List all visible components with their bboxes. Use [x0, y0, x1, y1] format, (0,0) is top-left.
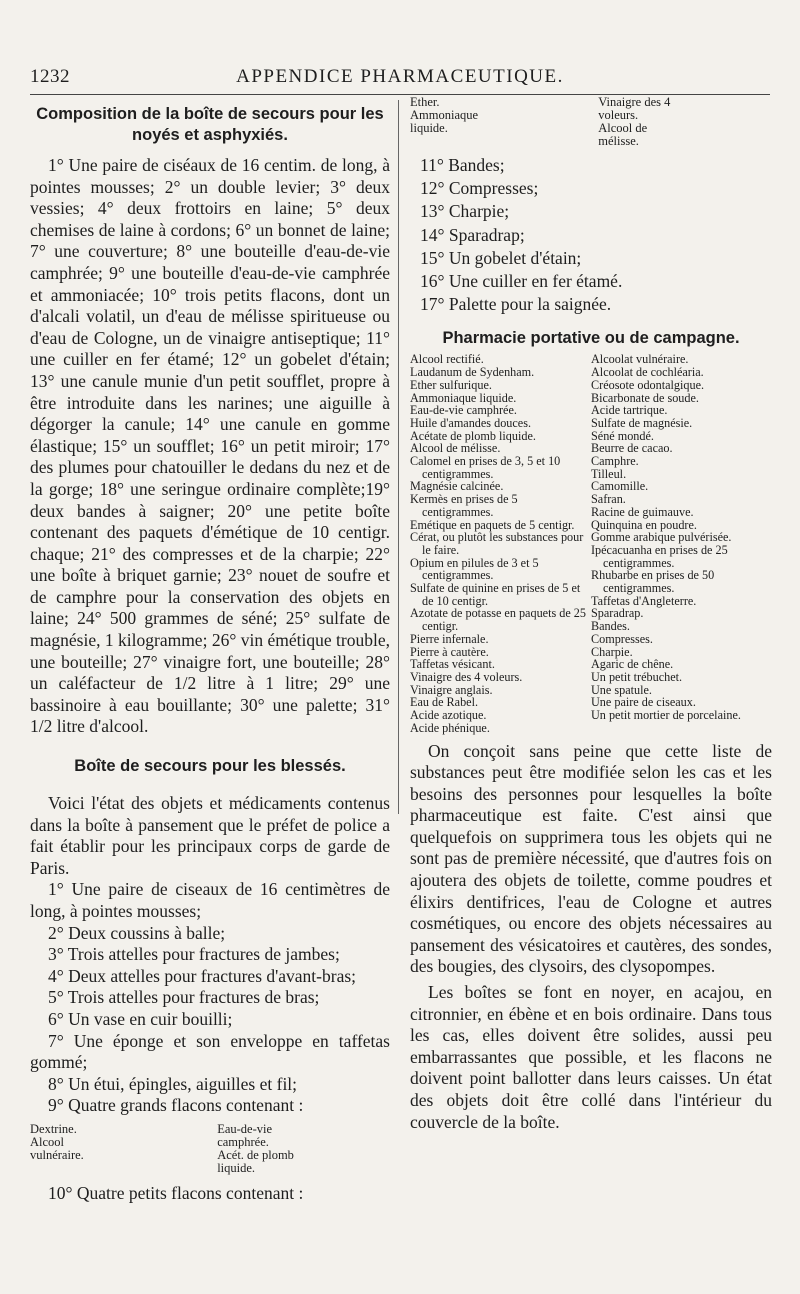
- page-header: [30, 66, 770, 90]
- list-item: Gomme arabique pulvérisée.: [591, 530, 732, 545]
- paragraph-modification: On conçoit sans peine que cette liste de substances peut être modifiée selon les cas et les besoins des personnes pour lesquelles la boîte pharmaceutique est faite. C'est ainsi que quelquefois on supprimera tous les objets qui ne sont pas de première nécessité, que d'autres fois on ajoutera des objets de toilette, comme poudres et élixirs dentifrices, l'eau de Cologne et autres cosmétiques, ou encore des objets nécessaires au pansement des vésicatoires et cautères, des sondes, des bougies, des clysoirs, des clysopompes.: [410, 740, 772, 977]
- list-item: Sulfate de magnésie.: [591, 415, 693, 430]
- blesses-list: [30, 879, 390, 1117]
- running-title: APPENDICE PHARMACEUTIQUE.: [236, 66, 564, 87]
- list-item: Pierre à cautère.: [410, 644, 489, 659]
- list-item: 4° Deux attelles pour fractures d'avant-bras;: [48, 965, 357, 986]
- list-item: Un petit mortier de porcelaine.: [591, 708, 741, 723]
- right-column: [410, 95, 772, 1133]
- list-item: Dextrine.: [30, 1121, 77, 1136]
- column-divider: [398, 100, 399, 814]
- list-item: 16° Une cuiller en fer étamé.: [420, 271, 623, 292]
- list-item: Tilleul.: [591, 466, 627, 481]
- list-item: Ether.: [410, 95, 440, 109]
- list-item: 11° Bandes;: [420, 155, 505, 175]
- list-item: Acide tartrique.: [591, 403, 668, 418]
- list-item: Cérat, ou plutôt les substances pour le faire.: [410, 530, 584, 557]
- blesses-title: Boîte de secours pour les blessés.: [74, 757, 346, 776]
- pharmacie-list: [410, 353, 772, 734]
- list-item: Bandes.: [591, 619, 630, 634]
- list-item: Opium en pilules de 3 et 5 centigrammes.: [410, 555, 539, 583]
- list-item: Acét. de plomb liquide.: [217, 1147, 294, 1175]
- list-item: Ammoniaque liquide.: [410, 390, 517, 405]
- list-item: Alcool de mélisse.: [598, 121, 648, 148]
- list-item: Rhubarbe en prises de 50 centigrammes.: [591, 568, 715, 596]
- list-item: Huile d'amandes douces.: [410, 415, 531, 430]
- list-item: Ether sulfurique.: [410, 377, 492, 392]
- list-item: Sulfate de quinine en prises de 5 et de 10 centigr.: [410, 581, 581, 608]
- list-item: Alcool vulnéraire.: [30, 1134, 84, 1162]
- blesses-intro: Voici l'état des objets et médicaments contenus dans la boîte à pansement que le préfet de police a fait établir pour les principaux corps de garde de Paris.: [30, 793, 390, 878]
- list-item: Taffetas vésicant.: [410, 657, 495, 672]
- list-item: 5° Trois attelles pour fractures de bras;: [48, 987, 320, 1008]
- petits-flacons-list: [410, 96, 772, 148]
- list-item: 3° Trois attelles pour fractures de jambes;: [48, 944, 340, 965]
- item-10: 10° Quatre petits flacons contenant :: [48, 1182, 304, 1203]
- list-item: Eau-de-vie camphrée.: [410, 403, 517, 418]
- list-item: 13° Charpie;: [420, 201, 510, 222]
- page-number: 1232: [30, 66, 70, 87]
- list-item: Sparadrap.: [591, 606, 644, 621]
- list-item: Alcool de mélisse.: [410, 441, 501, 456]
- noyes-text: 1° Une paire de ciséaux de 16 centim. de long, à pointes mousses; 2° un double levier; 3° deux vessies; 4° deux frottoirs en laine; 5° deux chemises de laine à cordons; 6° un bonnet de laine; 7° une couverture; 8° une bouteille d'eau-de-vie camphrée; 9° une bouteille d'eau-de-vie camphrée et ammoniacée; 10° trois petits flacons, dont un d'alcali volatil, un d'eau de mélisse spiritueuse ou d'eau de Cologne, un de vinaigre antiseptique; 11° une cuiller en fer étamé; 12° un gobelet d'étain; 13° une canule munie d'un petit soufflet, propre à être introduite dans les narines; une aiguille à dégorger la canule; 14° une canule en gomme élastique; 15° un soufflet; 16° un petit miroir; 17° des plumes pour chatouiller le dedans du nez et de la gorge; 18° une seringue ordinaire complète;19° deux bandes à saigner; 20° une petite boîte contenant des paquets d'émétique de 10 centigr. chaque; 21° des compresses et de la charpie; 22° une boîte à briquet garnie; 23° nouet de soufre et de camphre pour la conservation des objets en laine; 24° 500 grammes de séné; 25° sulfate de magnésie, 1 kilogramme; 26° vin émétique trouble, une bouteille; 27° vinaigre fort, une bouteille; 28° un caléfacteur de 1/2 litre à 1 litre; 29° une bassinoire à eau bouillante; 30° une palette; 31° 1/2 litre d'alcool.: [30, 155, 390, 737]
- list-item: Ipécacuanha en prises de 25 centigrammes.: [591, 542, 728, 570]
- list-item: Eau de Rabel.: [410, 695, 479, 710]
- list-item: Acétate de plomb liquide.: [410, 428, 536, 443]
- list-item: Créosote odontalgique.: [591, 377, 705, 392]
- list-item: Camomille.: [591, 479, 649, 494]
- list-item: Vinaigre anglais.: [410, 682, 493, 697]
- list-item: Taffetas d'Angleterre.: [591, 593, 697, 608]
- list-item: Vinaigre des 4 voleurs.: [410, 670, 523, 684]
- list-item: Un petit trébuchet.: [591, 670, 683, 684]
- list-item: 9° Quatre grands flacons contenant :: [48, 1095, 304, 1116]
- pharmacie-title: Pharmacie portative ou de campagne.: [442, 329, 740, 348]
- list-item: Camphre.: [591, 454, 639, 469]
- secours-list: [410, 154, 772, 316]
- list-item: 15° Un gobelet d'étain;: [420, 247, 582, 268]
- list-item: 7° Une éponge et son enveloppe en taffetas gommé;: [30, 1030, 390, 1073]
- list-item: Acide azotique.: [410, 708, 487, 723]
- list-item: Charpie.: [591, 644, 633, 659]
- list-item: 12° Compresses;: [420, 178, 539, 199]
- list-item: Alcoolat de cochléaria.: [591, 365, 704, 380]
- list-item: Agaric de chêne.: [591, 657, 674, 672]
- left-column: [30, 100, 390, 1205]
- list-item: Kermès en prises de 5 centigrammes.: [410, 492, 518, 519]
- list-item: Une paire de ciseaux.: [591, 695, 696, 710]
- list-item: Alcool rectifié.: [410, 352, 484, 367]
- list-item: Compresses.: [591, 631, 653, 646]
- paragraph-boites: Les boîtes se font en noyer, en acajou, en citronnier, en ébène et en bois ordinaire. Dans tous les cas, elles doivent être solides, aussi peu embarrassantes que possible, et les flacons ne doivent point ballotter dans leurs caisses. Un état des objets doit être collé dans l'intérieur du couvercle de la boîte.: [410, 982, 772, 1132]
- list-item: Calomel en prises de 3, 5 et 10 centigrammes.: [410, 454, 561, 481]
- list-item: Acide phénique.: [410, 720, 490, 735]
- list-item: Vinaigre des 4 voleurs.: [598, 95, 671, 122]
- grands-flacons-list: [30, 1123, 390, 1175]
- list-item: Azotate de potasse en paquets de 25 centigr.: [410, 606, 586, 634]
- pharmacie-column-1: [410, 353, 591, 734]
- list-item: Laudanum de Sydenham.: [410, 365, 535, 380]
- list-item: 8° Un étui, épingles, aiguilles et fil;: [48, 1073, 298, 1094]
- list-item: Alcoolat vulnéraire.: [591, 352, 689, 367]
- list-item: Une spatule.: [591, 682, 652, 697]
- list-item: 6° Un vase en cuir bouilli;: [48, 1008, 233, 1029]
- list-item: Pierre infernale.: [410, 631, 489, 646]
- list-item: Ammoniaque liquide.: [410, 108, 479, 135]
- list-item: Eau-de-vie camphrée.: [217, 1121, 273, 1149]
- list-item: Séné mondé.: [591, 428, 654, 443]
- noyes-title: Composition de la boîte de secours pour les noyés et asphyxiés.: [36, 105, 384, 144]
- list-item: 1° Une paire de ciseaux de 16 centimètres de long, à pointes mousses;: [30, 879, 390, 921]
- list-item: Beurre de cacao.: [591, 441, 673, 456]
- list-item: 2° Deux coussins à balle;: [48, 922, 226, 943]
- pharmacie-column-2: [591, 353, 772, 734]
- list-item: 17° Palette pour la saignée.: [420, 294, 612, 315]
- list-item: Magnésie calcinée.: [410, 479, 504, 494]
- list-item: Emétique en paquets de 5 centigr.: [410, 517, 575, 532]
- list-item: Racine de guimauve.: [591, 504, 694, 519]
- list-item: Bicarbonate de soude.: [591, 390, 699, 405]
- list-item: Safran.: [591, 492, 626, 507]
- list-item: 14° Sparadrap;: [420, 224, 525, 245]
- list-item: Quinquina en poudre.: [591, 517, 697, 532]
